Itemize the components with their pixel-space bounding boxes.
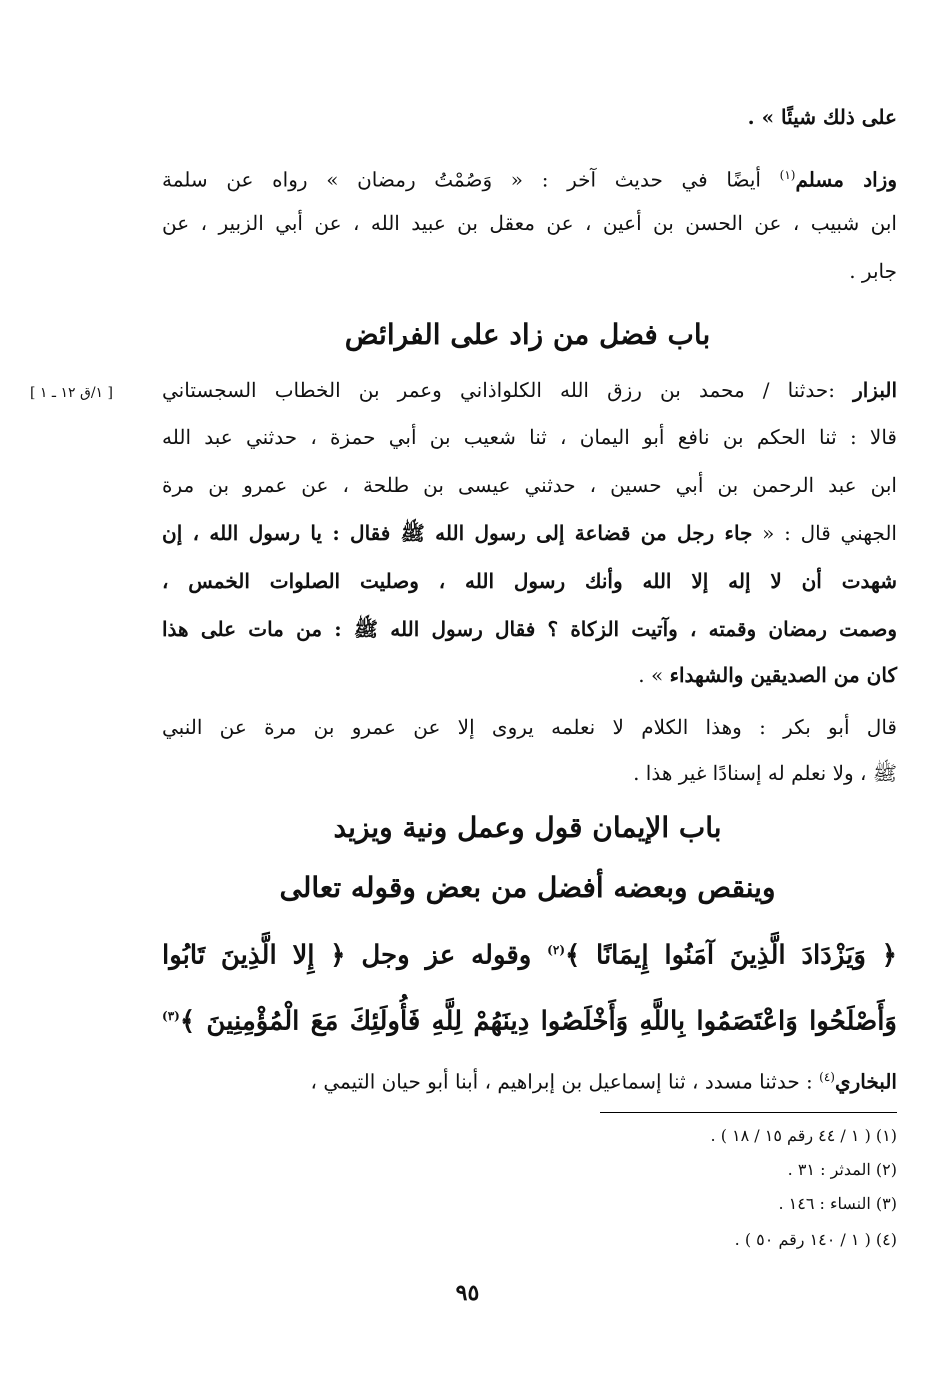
bazzar-line-4-plain: الجهني قال : « bbox=[752, 521, 897, 545]
text-line-1: على ذلك شيئًا » . bbox=[747, 105, 897, 129]
section-heading-1: باب فضل من زاد على الفرائض bbox=[344, 318, 711, 351]
bukhari-text: : حدثنا مسدد ، ثنا إسماعيل بن إبراهيم ، أبنا أبو حيان التيمي ، bbox=[310, 1069, 820, 1094]
footnote-3: (٣) النساء : ١٤٦ . bbox=[778, 1194, 897, 1213]
page-number: ٩٥ bbox=[455, 1280, 480, 1306]
bazzar-line-4-hadith: جاء رجل من قضاعة إلى رسول الله ﷺ فقال : يا رسول الله ، إن bbox=[162, 521, 753, 545]
bazzar-line-3: ابن عبد الرحمن بن أبي حسين ، حدثني عيسى بن طلحة ، عن عمرو بن مرة bbox=[162, 473, 897, 497]
footnote-4: (٤) ( ١ / ١٤٠ رقم ٥٠ ) . bbox=[734, 1230, 897, 1249]
text-line-2-rest: أيضًا في حديث آخر : « وَصُمْتُ رمضان » رواه عن سلمة bbox=[162, 167, 780, 192]
footnote-ref-4: (٤) bbox=[819, 1070, 835, 1084]
bazzar-line-7-end: » . bbox=[638, 663, 670, 687]
bazzar-line-1 bbox=[162, 375, 897, 405]
footnote-2: (٢) المدثر : ٣١ . bbox=[787, 1160, 897, 1179]
quran-verse-1: ﴿ وَيَزْدَادَ الَّذِينَ آمَنُوا إِيمَانًا ﴾ bbox=[565, 940, 897, 971]
quran-verse-2: وَأَصْلَحُوا وَاعْتَصَمُوا بِاللَّهِ وَأَخْلَصُوا دِينَهُمْ لِلَّهِ فَأُولَئِكَ مَعَ الْمُؤْمِنِينَ ﴾ bbox=[179, 1006, 897, 1037]
bazzar-line-5: شهدت أن لا إله إلا الله وأنك رسول الله ، وصليت الصلوات الخمس ، bbox=[162, 569, 897, 593]
footnote-1: (١) ( ١ / ٤٤ رقم ١٥ / ١٨ ) . bbox=[710, 1126, 897, 1145]
abu-bakr-line-2: ﷺ ، ولا نعلم له إسنادًا غير هذا . bbox=[633, 761, 897, 785]
bazzar-line-4 bbox=[162, 518, 897, 548]
bukhari-name: البخاري bbox=[834, 1069, 897, 1094]
bazzar-name: البزار bbox=[853, 378, 897, 402]
manuscript-margin-note: [ ١/ق ١٢ ـ ١ ] bbox=[30, 385, 113, 401]
quran-verse-line-1 bbox=[162, 930, 897, 976]
quran-verse-line-2 bbox=[162, 996, 897, 1042]
text-line-4: جابر . bbox=[849, 259, 897, 283]
text-line-3: ابن شبيب ، عن الحسن بن أعين ، عن معقل بن عبيد الله ، عن أبي الزبير ، عن bbox=[162, 211, 897, 235]
footnote-divider bbox=[600, 1112, 897, 1113]
bukhari-line bbox=[162, 1062, 897, 1097]
bazzar-line-1-rest: :حدثنا / محمد بن رزق الله الكلواذاني وعمر بن الخطاب السجستاني bbox=[162, 378, 854, 402]
text-line-2 bbox=[162, 160, 897, 195]
abu-bakr-line-1: قال أبو بكر : وهذا الكلام لا نعلمه يروى إلا عن عمرو بن مرة عن النبي bbox=[162, 715, 897, 739]
quran-verse-1-rest: وقوله عز وجل ﴿ إِلا الَّذِينَ تَابُوا bbox=[162, 940, 548, 971]
bazzar-line-6: وصمت رمضان وقمته ، وآتيت الزكاة ؟ فقال رسول الله ﷺ : من مات على هذا bbox=[162, 617, 897, 641]
footnote-ref-1: (١) bbox=[779, 168, 796, 182]
bazzar-line-7-hadith: كان من الصديقين والشهداء bbox=[669, 663, 897, 687]
footnote-ref-2: (٢) bbox=[547, 943, 565, 957]
bazzar-line-2: قالا : ثنا الحكم بن نافع أبو اليمان ، ثنا شعيب بن أبي حمزة ، حدثني عبد الله bbox=[162, 425, 897, 449]
bazzar-line-7 bbox=[162, 660, 897, 690]
footnote-ref-3: (٣) bbox=[162, 1009, 180, 1023]
section-heading-2: باب الإيمان قول وعمل ونية ويزيد bbox=[333, 811, 722, 844]
section-heading-3: وينقص وبعضه أفضل من بعض وقوله تعالى bbox=[279, 871, 776, 904]
muslim-ref: وزاد مسلم bbox=[795, 167, 897, 192]
